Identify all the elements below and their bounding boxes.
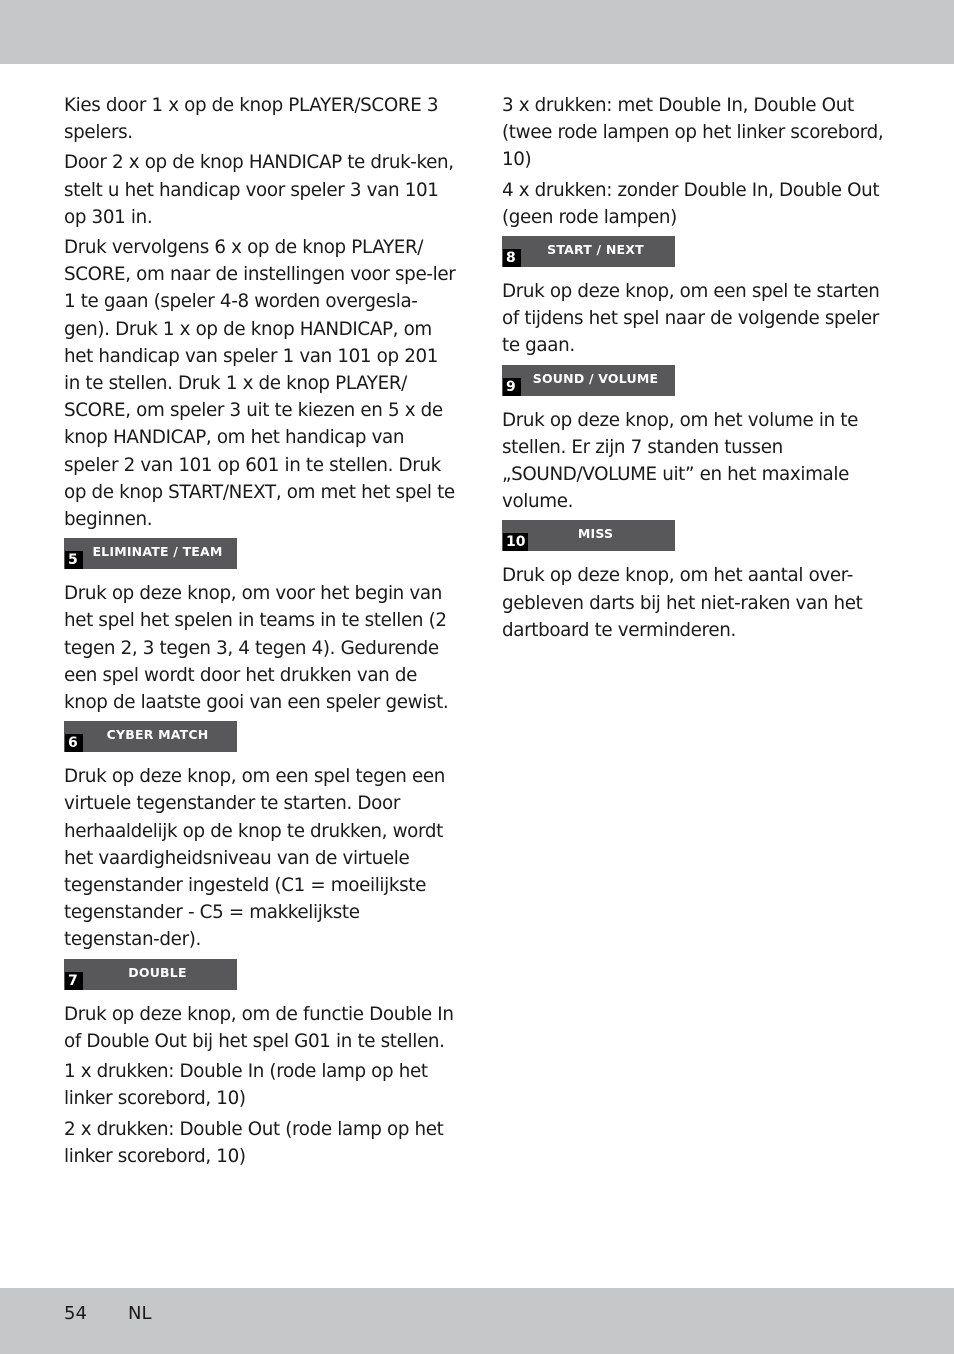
section-title: MISS [577, 526, 614, 542]
paragraph: Druk op deze knop, om een spel te starten of tijdens het spel naar de volgende speler te gaan. [502, 281, 880, 357]
section-heading-sound-volume [502, 365, 675, 396]
section-title: SOUND / VOLUME [532, 370, 659, 386]
section-title: START / NEXT [547, 242, 644, 258]
paragraph: Druk op deze knop, om de functie Double In of Double Out bij het spel G01 in te stellen. [64, 1003, 454, 1052]
right-column [502, 92, 894, 647]
paragraph: 2 x drukken: Double Out (rode lamp op het linker scorebord, 10) [64, 1118, 444, 1167]
section-number: 5 [65, 551, 83, 569]
section-heading-miss [502, 520, 675, 551]
language-code: NL [128, 1303, 152, 1324]
paragraph: Druk op deze knop, om het aantal over-gebleven darts bij het niet-raken van het dartboard te verminderen. [502, 565, 863, 641]
section-number: 9 [503, 378, 521, 396]
left-column [64, 92, 456, 1173]
paragraph: 4 x drukken: zonder Double In, Double Out (geen rode lampen) [502, 179, 880, 228]
section-heading-eliminate-team [64, 538, 237, 569]
paragraph: Kies door 1 x op de knop PLAYER/SCORE 3 spelers. [64, 95, 439, 144]
section-title: ELIMINATE / TEAM [92, 544, 223, 560]
paragraph: Druk vervolgens 6 x op de knop PLAYER/ SCORE, om naar de instellingen voor spe-ler 1 te gaan (speler 4-8 worden overgesla-gen). Druk 1 x op de knop HANDICAP, om het handicap van speler 1 van 101 op 201 in te stellen. Druk 1 x de knop PLAYER/ SCORE, om speler 3 uit te kiezen en 5 x de knop HANDICAP, om het handicap van speler 2 van 101 op 601 in te stellen. Druk op de knop START/NEXT, om met het spel te beginnen. [64, 237, 456, 531]
section-heading-cyber-match [64, 721, 237, 752]
paragraph: Druk op deze knop, om voor het begin van het spel het spelen in teams in te stellen (2 tegen 2, 3 tegen 3, 4 tegen 4). Gedurende een spel wordt door het drukken van de knop de laatste gooi van een speler gewist. [64, 583, 449, 714]
header-band [0, 0, 954, 64]
section-heading-start-next [502, 236, 675, 267]
section-number: 7 [65, 972, 83, 990]
paragraph: Druk op deze knop, om een spel tegen een virtuele tegenstander te starten. Door herhaaldelijk op de knop te drukken, wordt het vaardigheidsniveau van de virtuele tegenstander ingesteld (C1 = moeilijkste tegenstander - C5 = makkelijkste tegenstan-der). [64, 766, 445, 951]
paragraph: 3 x drukken: met Double In, Double Out (twee rode lampen op het linker scorebord, 10) [502, 95, 884, 171]
section-number: 8 [503, 249, 521, 267]
paragraph: Druk op deze knop, om het volume in te stellen. Er zijn 7 standen tussen „SOUND/VOLUME uit” en het maximale volume. [502, 409, 859, 513]
section-number: 10 [503, 533, 528, 551]
section-heading-double [64, 959, 237, 990]
section-number: 6 [65, 734, 83, 752]
page-number: 54 [64, 1303, 87, 1324]
section-title: CYBER MATCH [106, 727, 209, 743]
paragraph: 1 x drukken: Double In (rode lamp op het linker scorebord, 10) [64, 1061, 428, 1110]
section-title: DOUBLE [128, 964, 187, 980]
paragraph: Door 2 x op de knop HANDICAP te druk-ken, stelt u het handicap voor speler 3 van 101 op 301 in. [64, 152, 454, 228]
